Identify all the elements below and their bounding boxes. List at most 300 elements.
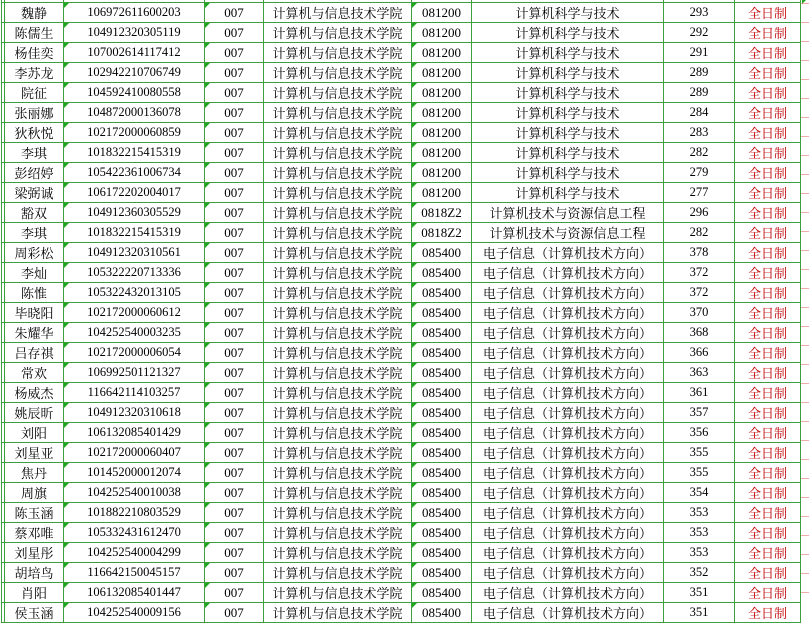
cell-college-name[interactable]: 计算机与信息技术学院 xyxy=(264,523,412,543)
cell-study-mode[interactable]: 全日制 xyxy=(735,523,801,543)
cell-college-name[interactable]: 计算机与信息技术学院 xyxy=(264,563,412,583)
cell-college-name[interactable]: 计算机与信息技术学院 xyxy=(264,363,412,383)
cell-department-code[interactable]: 007 xyxy=(205,603,264,623)
cell-major-code[interactable]: 081200 xyxy=(412,183,472,203)
cell-department-code[interactable]: 007 xyxy=(205,163,264,183)
cell-exam-number[interactable]: 116642150045157 xyxy=(64,563,205,583)
cell-study-mode[interactable]: 全日制 xyxy=(735,583,801,603)
cell-major-code[interactable]: 085400 xyxy=(412,503,472,523)
cell-study-mode[interactable]: 全日制 xyxy=(735,463,801,483)
cell-study-mode[interactable]: 全日制 xyxy=(735,63,801,83)
cell-major-code[interactable]: 085400 xyxy=(412,463,472,483)
cell-exam-number[interactable]: 104592410080558 xyxy=(64,83,205,103)
cell-study-mode[interactable]: 全日制 xyxy=(735,183,801,203)
cell-study-mode[interactable]: 全日制 xyxy=(735,343,801,363)
cell-major-code[interactable]: 085400 xyxy=(412,403,472,423)
cell-study-mode[interactable]: 全日制 xyxy=(735,483,801,503)
cell-candidate-name[interactable]: 杨佳奕 xyxy=(5,43,64,63)
cell-candidate-name[interactable]: 狄秋悦 xyxy=(5,123,64,143)
cell-college-name[interactable]: 计算机与信息技术学院 xyxy=(264,423,412,443)
cell-score[interactable]: 356 xyxy=(664,423,735,443)
cell-candidate-name[interactable]: 毕晓阳 xyxy=(5,303,64,323)
table-row xyxy=(2,583,801,603)
cell-score[interactable]: 291 xyxy=(664,43,735,63)
cell-college-name[interactable]: 计算机与信息技术学院 xyxy=(264,103,412,123)
table-row xyxy=(2,323,801,343)
cell-score[interactable]: 370 xyxy=(664,303,735,323)
cell-study-mode[interactable]: 全日制 xyxy=(735,263,801,283)
cell-candidate-name[interactable]: 梁弼诚 xyxy=(5,183,64,203)
cell-college-name[interactable]: 计算机与信息技术学院 xyxy=(264,203,412,223)
cell-candidate-name[interactable]: 陈惟 xyxy=(5,283,64,303)
cell-candidate-name[interactable]: 胡培鸟 xyxy=(5,563,64,583)
cell-college-name[interactable]: 计算机与信息技术学院 xyxy=(264,603,412,623)
cell-major-name[interactable]: 电子信息（计算机技术方向） xyxy=(472,243,664,263)
cell-score[interactable]: 292 xyxy=(664,23,735,43)
cell-exam-number[interactable]: 104912320305119 xyxy=(64,23,205,43)
number-stored-as-text-flag-icon xyxy=(412,563,417,568)
cell-college-name[interactable]: 计算机与信息技术学院 xyxy=(264,303,412,323)
cell-score[interactable]: 361 xyxy=(664,383,735,403)
cell-major-name[interactable]: 计算机科学与技术 xyxy=(472,63,664,83)
cell-department-code[interactable]: 007 xyxy=(205,103,264,123)
cell-major-code[interactable]: 085400 xyxy=(412,243,472,263)
number-stored-as-text-flag-icon xyxy=(412,63,417,68)
cell-study-mode[interactable]: 全日制 xyxy=(735,143,801,163)
number-stored-as-text-flag-icon xyxy=(205,123,210,128)
cell-candidate-name[interactable]: 肖阳 xyxy=(5,583,64,603)
cell-major-name[interactable]: 电子信息（计算机技术方向） xyxy=(472,343,664,363)
cell-exam-number[interactable]: 116642114103257 xyxy=(64,383,205,403)
cell-candidate-name[interactable]: 杨威杰 xyxy=(5,383,64,403)
cell-candidate-name[interactable]: 陈玉涵 xyxy=(5,503,64,523)
cell-college-name[interactable]: 计算机与信息技术学院 xyxy=(264,43,412,63)
cell-college-name[interactable]: 计算机与信息技术学院 xyxy=(264,143,412,163)
table-row xyxy=(2,263,801,283)
cell-study-mode[interactable]: 全日制 xyxy=(735,243,801,263)
cell-major-code[interactable]: 085400 xyxy=(412,483,472,503)
number-stored-as-text-flag-icon xyxy=(205,443,210,448)
cell-candidate-name[interactable]: 陈儒生 xyxy=(5,23,64,43)
table-row xyxy=(2,443,801,463)
cell-exam-number[interactable]: 102172000006054 xyxy=(64,343,205,363)
number-stored-as-text-flag-icon xyxy=(412,283,417,288)
cell-major-name[interactable]: 电子信息（计算机技术方向） xyxy=(472,483,664,503)
number-stored-as-text-flag-icon xyxy=(205,563,210,568)
cell-major-name[interactable]: 计算机科学与技术 xyxy=(472,103,664,123)
cell-exam-number[interactable]: 105322432013105 xyxy=(64,283,205,303)
cell-exam-number[interactable]: 104252540004299 xyxy=(64,543,205,563)
cell-department-code[interactable]: 007 xyxy=(205,303,264,323)
number-stored-as-text-flag-icon xyxy=(412,383,417,388)
cell-major-code[interactable]: 085400 xyxy=(412,303,472,323)
cell-exam-number[interactable]: 102172000060612 xyxy=(64,303,205,323)
cell-department-code[interactable]: 007 xyxy=(205,203,264,223)
cell-exam-number[interactable]: 101832215415319 xyxy=(64,223,205,243)
number-stored-as-text-flag-icon xyxy=(64,323,69,328)
cell-score[interactable]: 378 xyxy=(664,243,735,263)
cell-major-code[interactable]: 085400 xyxy=(412,443,472,463)
cell-major-code[interactable]: 081200 xyxy=(412,3,472,23)
cell-exam-number[interactable]: 106172202004017 xyxy=(64,183,205,203)
cell-department-code[interactable]: 007 xyxy=(205,243,264,263)
number-stored-as-text-flag-icon xyxy=(205,383,210,388)
cell-major-name[interactable]: 电子信息（计算机技术方向） xyxy=(472,363,664,383)
cell-exam-number[interactable]: 104912320310618 xyxy=(64,403,205,423)
cell-major-code[interactable]: 081200 xyxy=(412,63,472,83)
cell-score[interactable]: 283 xyxy=(664,123,735,143)
cell-department-code[interactable]: 007 xyxy=(205,363,264,383)
number-stored-as-text-flag-icon xyxy=(412,603,417,608)
cell-exam-number[interactable]: 106992501121327 xyxy=(64,363,205,383)
cell-major-code[interactable]: 085400 xyxy=(412,543,472,563)
cell-department-code[interactable]: 007 xyxy=(205,43,264,63)
admissions-table-body xyxy=(2,0,801,623)
table-row xyxy=(2,423,801,443)
number-stored-as-text-flag-icon xyxy=(205,223,210,228)
cell-major-name[interactable]: 计算机科学与技术 xyxy=(472,23,664,43)
table-row xyxy=(2,303,801,323)
cell-college-name[interactable]: 计算机与信息技术学院 xyxy=(264,263,412,283)
cell-exam-number[interactable]: 105322220713336 xyxy=(64,263,205,283)
number-stored-as-text-flag-icon xyxy=(205,203,210,208)
number-stored-as-text-flag-icon xyxy=(412,523,417,528)
cell-study-mode[interactable]: 全日制 xyxy=(735,103,801,123)
cell-study-mode[interactable]: 全日制 xyxy=(735,3,801,23)
cell-score[interactable]: 353 xyxy=(664,503,735,523)
cell-candidate-name[interactable]: 焦丹 xyxy=(5,463,64,483)
cell-college-name[interactable]: 计算机与信息技术学院 xyxy=(264,543,412,563)
cell-candidate-name[interactable]: 蔡邓唯 xyxy=(5,523,64,543)
cell-college-name[interactable]: 计算机与信息技术学院 xyxy=(264,283,412,303)
cell-exam-number[interactable]: 102172000060407 xyxy=(64,443,205,463)
cell-major-code[interactable]: 085400 xyxy=(412,583,472,603)
cell-candidate-name[interactable]: 张丽娜 xyxy=(5,103,64,123)
cell-department-code[interactable]: 007 xyxy=(205,323,264,343)
cell-major-code[interactable]: 0818Z2 xyxy=(412,223,472,243)
cell-department-code[interactable]: 007 xyxy=(205,283,264,303)
cell-department-code[interactable]: 007 xyxy=(205,3,264,23)
cell-score[interactable]: 355 xyxy=(664,463,735,483)
cell-major-name[interactable]: 电子信息（计算机技术方向） xyxy=(472,583,664,603)
cell-department-code[interactable]: 007 xyxy=(205,343,264,363)
cell-major-name[interactable]: 电子信息（计算机技术方向） xyxy=(472,423,664,443)
cell-score[interactable]: 357 xyxy=(664,403,735,423)
cell-candidate-name[interactable]: 侯玉涵 xyxy=(5,603,64,623)
cell-study-mode[interactable]: 全日制 xyxy=(735,543,801,563)
cell-department-code[interactable]: 007 xyxy=(205,23,264,43)
cell-study-mode[interactable]: 全日制 xyxy=(735,123,801,143)
cell-department-code[interactable]: 007 xyxy=(205,143,264,163)
cell-score[interactable]: 279 xyxy=(664,163,735,183)
number-stored-as-text-flag-icon xyxy=(64,463,69,468)
cell-score[interactable]: 289 xyxy=(664,83,735,103)
cell-major-name[interactable]: 电子信息（计算机技术方向） xyxy=(472,443,664,463)
cell-major-name[interactable]: 计算机科学与技术 xyxy=(472,163,664,183)
cell-department-code[interactable]: 007 xyxy=(205,83,264,103)
cell-study-mode[interactable]: 全日制 xyxy=(735,363,801,383)
cell-major-code[interactable]: 085400 xyxy=(412,263,472,283)
cell-major-name[interactable]: 电子信息（计算机技术方向） xyxy=(472,303,664,323)
cell-exam-number[interactable]: 102942210706749 xyxy=(64,63,205,83)
cell-college-name[interactable]: 计算机与信息技术学院 xyxy=(264,3,412,23)
cell-major-name[interactable]: 计算机科学与技术 xyxy=(472,43,664,63)
cell-candidate-name[interactable]: 彭绍婷 xyxy=(5,163,64,183)
number-stored-as-text-flag-icon xyxy=(412,363,417,368)
cell-college-name[interactable]: 计算机与信息技术学院 xyxy=(264,343,412,363)
cell-score[interactable]: 289 xyxy=(664,63,735,83)
cell-department-code[interactable]: 007 xyxy=(205,263,264,283)
cell-study-mode[interactable]: 全日制 xyxy=(735,23,801,43)
cell-major-code[interactable]: 085400 xyxy=(412,603,472,623)
cell-college-name[interactable]: 计算机与信息技术学院 xyxy=(264,383,412,403)
cell-department-code[interactable]: 007 xyxy=(205,123,264,143)
cell-study-mode[interactable]: 全日制 xyxy=(735,223,801,243)
cell-department-code[interactable]: 007 xyxy=(205,403,264,423)
cell-college-name[interactable]: 计算机与信息技术学院 xyxy=(264,163,412,183)
cell-college-name[interactable]: 计算机与信息技术学院 xyxy=(264,123,412,143)
cell-college-name[interactable]: 计算机与信息技术学院 xyxy=(264,183,412,203)
cell-candidate-name[interactable]: 朱耀华 xyxy=(5,323,64,343)
table-row xyxy=(2,483,801,503)
cell-major-name[interactable]: 计算机科学与技术 xyxy=(472,83,664,103)
number-stored-as-text-flag-icon xyxy=(64,63,69,68)
cell-exam-number[interactable]: 104912320310561 xyxy=(64,243,205,263)
cell-candidate-name[interactable]: 刘星彤 xyxy=(5,543,64,563)
cell-major-name[interactable]: 电子信息（计算机技术方向） xyxy=(472,543,664,563)
cell-score[interactable]: 372 xyxy=(664,283,735,303)
cell-major-name[interactable]: 电子信息（计算机技术方向） xyxy=(472,563,664,583)
cell-study-mode[interactable]: 全日制 xyxy=(735,203,801,223)
cell-exam-number[interactable]: 101832215415319 xyxy=(64,143,205,163)
cell-college-name[interactable]: 计算机与信息技术学院 xyxy=(264,63,412,83)
cell-department-code[interactable]: 007 xyxy=(205,63,264,83)
number-stored-as-text-flag-icon xyxy=(64,83,69,88)
cell-major-code[interactable]: 085400 xyxy=(412,563,472,583)
number-stored-as-text-flag-icon xyxy=(412,503,417,508)
cell-candidate-name[interactable]: 刘星亚 xyxy=(5,443,64,463)
cell-study-mode[interactable]: 全日制 xyxy=(735,503,801,523)
number-stored-as-text-flag-icon xyxy=(205,323,210,328)
cell-candidate-name[interactable]: 李琪 xyxy=(5,143,64,163)
cell-department-code[interactable]: 007 xyxy=(205,223,264,243)
cell-college-name[interactable]: 计算机与信息技术学院 xyxy=(264,503,412,523)
cell-major-name[interactable]: 电子信息（计算机技术方向） xyxy=(472,263,664,283)
cell-exam-number[interactable]: 101882210803529 xyxy=(64,503,205,523)
cell-study-mode[interactable]: 全日制 xyxy=(735,383,801,403)
cell-score[interactable]: 354 xyxy=(664,483,735,503)
cell-candidate-name[interactable]: 周旗 xyxy=(5,483,64,503)
cell-score[interactable]: 353 xyxy=(664,523,735,543)
number-stored-as-text-flag-icon xyxy=(64,3,69,8)
cell-score[interactable]: 368 xyxy=(664,323,735,343)
cell-college-name[interactable]: 计算机与信息技术学院 xyxy=(264,83,412,103)
cell-college-name[interactable]: 计算机与信息技术学院 xyxy=(264,463,412,483)
number-stored-as-text-flag-icon xyxy=(205,603,210,608)
cell-major-name[interactable]: 计算机科学与技术 xyxy=(472,3,664,23)
cell-major-name[interactable]: 电子信息（计算机技术方向） xyxy=(472,603,664,623)
cell-major-code[interactable]: 081200 xyxy=(412,43,472,63)
number-stored-as-text-flag-icon xyxy=(64,523,69,528)
cell-candidate-name[interactable]: 吕存祺 xyxy=(5,343,64,363)
cell-department-code[interactable]: 007 xyxy=(205,463,264,483)
cell-major-code[interactable]: 085400 xyxy=(412,383,472,403)
cell-candidate-name[interactable]: 院征 xyxy=(5,83,64,103)
cell-candidate-name[interactable]: 常欢 xyxy=(5,363,64,383)
cell-department-code[interactable]: 007 xyxy=(205,583,264,603)
cell-department-code[interactable]: 007 xyxy=(205,183,264,203)
cell-score[interactable]: 352 xyxy=(664,563,735,583)
cell-study-mode[interactable]: 全日制 xyxy=(735,603,801,623)
cell-major-name[interactable]: 计算机科学与技术 xyxy=(472,143,664,163)
cell-department-code[interactable]: 007 xyxy=(205,563,264,583)
cell-major-code[interactable]: 0818Z2 xyxy=(412,203,472,223)
number-stored-as-text-flag-icon xyxy=(64,223,69,228)
cell-major-name[interactable]: 电子信息（计算机技术方向） xyxy=(472,523,664,543)
cell-score[interactable]: 282 xyxy=(664,143,735,163)
cell-major-code[interactable]: 081200 xyxy=(412,143,472,163)
cell-candidate-name[interactable]: 李琪 xyxy=(5,223,64,243)
cell-major-code[interactable]: 085400 xyxy=(412,323,472,343)
cell-exam-number[interactable]: 104252540003235 xyxy=(64,323,205,343)
cell-study-mode[interactable]: 全日制 xyxy=(735,323,801,343)
cell-major-code[interactable]: 085400 xyxy=(412,283,472,303)
cell-major-code[interactable]: 085400 xyxy=(412,423,472,443)
cell-score[interactable]: 353 xyxy=(664,543,735,563)
clipped-right-gridline-stubs xyxy=(801,0,809,597)
cell-score[interactable]: 282 xyxy=(664,223,735,243)
number-stored-as-text-flag-icon xyxy=(205,283,210,288)
cell-major-code[interactable]: 081200 xyxy=(412,83,472,103)
number-stored-as-text-flag-icon xyxy=(205,303,210,308)
cell-study-mode[interactable]: 全日制 xyxy=(735,303,801,323)
cell-exam-number[interactable]: 104912360305529 xyxy=(64,203,205,223)
number-stored-as-text-flag-icon xyxy=(205,63,210,68)
cell-major-code[interactable]: 081200 xyxy=(412,163,472,183)
cell-college-name[interactable]: 计算机与信息技术学院 xyxy=(264,23,412,43)
cell-major-name[interactable]: 计算机科学与技术 xyxy=(472,123,664,143)
cell-study-mode[interactable]: 全日制 xyxy=(735,423,801,443)
cell-score[interactable]: 277 xyxy=(664,183,735,203)
cell-major-name[interactable]: 电子信息（计算机技术方向） xyxy=(472,403,664,423)
cell-score[interactable]: 372 xyxy=(664,263,735,283)
table-row xyxy=(2,243,801,263)
cell-score[interactable]: 296 xyxy=(664,203,735,223)
cell-score[interactable]: 355 xyxy=(664,443,735,463)
cell-major-code[interactable]: 081200 xyxy=(412,23,472,43)
number-stored-as-text-flag-icon xyxy=(64,543,69,548)
cell-exam-number[interactable]: 102172000060859 xyxy=(64,123,205,143)
cell-candidate-name[interactable]: 魏静 xyxy=(5,3,64,23)
cell-department-code[interactable]: 007 xyxy=(205,523,264,543)
table-row xyxy=(2,163,801,183)
cell-major-name[interactable]: 电子信息（计算机技术方向） xyxy=(472,323,664,343)
number-stored-as-text-flag-icon xyxy=(205,363,210,368)
cell-major-name[interactable]: 计算机技术与资源信息工程 xyxy=(472,203,664,223)
cell-exam-number[interactable]: 104872000136078 xyxy=(64,103,205,123)
cell-college-name[interactable]: 计算机与信息技术学院 xyxy=(264,443,412,463)
cell-exam-number[interactable]: 106972611600203 xyxy=(64,3,205,23)
cell-exam-number[interactable]: 105422361006734 xyxy=(64,163,205,183)
number-stored-as-text-flag-icon xyxy=(64,243,69,248)
cell-study-mode[interactable]: 全日制 xyxy=(735,443,801,463)
cell-major-name[interactable]: 电子信息（计算机技术方向） xyxy=(472,503,664,523)
cell-candidate-name[interactable]: 周彩松 xyxy=(5,243,64,263)
cell-exam-number[interactable]: 107002614117412 xyxy=(64,43,205,63)
cell-department-code[interactable]: 007 xyxy=(205,383,264,403)
cell-score[interactable]: 351 xyxy=(664,603,735,623)
cell-score[interactable]: 366 xyxy=(664,343,735,363)
cell-exam-number[interactable]: 105332431612470 xyxy=(64,523,205,543)
cell-major-code[interactable]: 085400 xyxy=(412,343,472,363)
cell-score[interactable]: 351 xyxy=(664,583,735,603)
number-stored-as-text-flag-icon xyxy=(205,503,210,508)
cell-college-name[interactable]: 计算机与信息技术学院 xyxy=(264,483,412,503)
cell-major-name[interactable]: 电子信息（计算机技术方向） xyxy=(472,463,664,483)
cell-study-mode[interactable]: 全日制 xyxy=(735,83,801,103)
cell-candidate-name[interactable]: 李苏龙 xyxy=(5,63,64,83)
cell-department-code[interactable]: 007 xyxy=(205,543,264,563)
cell-candidate-name[interactable]: 姚辰昕 xyxy=(5,403,64,423)
number-stored-as-text-flag-icon xyxy=(205,243,210,248)
cell-major-name[interactable]: 计算机科学与技术 xyxy=(472,183,664,203)
cell-study-mode[interactable]: 全日制 xyxy=(735,403,801,423)
cell-exam-number[interactable]: 106132085401447 xyxy=(64,583,205,603)
cell-study-mode[interactable]: 全日制 xyxy=(735,283,801,303)
cell-major-code[interactable]: 085400 xyxy=(412,363,472,383)
cell-college-name[interactable]: 计算机与信息技术学院 xyxy=(264,583,412,603)
cell-major-name[interactable]: 电子信息（计算机技术方向） xyxy=(472,383,664,403)
cell-department-code[interactable]: 007 xyxy=(205,503,264,523)
cell-department-code[interactable]: 007 xyxy=(205,443,264,463)
cell-major-code[interactable]: 081200 xyxy=(412,123,472,143)
cell-major-name[interactable]: 电子信息（计算机技术方向） xyxy=(472,283,664,303)
cell-study-mode[interactable]: 全日制 xyxy=(735,563,801,583)
cell-exam-number[interactable]: 101452000012074 xyxy=(64,463,205,483)
cell-major-code[interactable]: 081200 xyxy=(412,103,472,123)
cell-score[interactable]: 363 xyxy=(664,363,735,383)
cell-candidate-name[interactable]: 刘阳 xyxy=(5,423,64,443)
cell-exam-number[interactable]: 104252540009156 xyxy=(64,603,205,623)
cell-college-name[interactable]: 计算机与信息技术学院 xyxy=(264,223,412,243)
number-stored-as-text-flag-icon xyxy=(205,483,210,488)
cell-department-code[interactable]: 007 xyxy=(205,423,264,443)
cell-study-mode[interactable]: 全日制 xyxy=(735,43,801,63)
cell-candidate-name[interactable]: 李灿 xyxy=(5,263,64,283)
cell-score[interactable]: 293 xyxy=(664,3,735,23)
cell-college-name[interactable]: 计算机与信息技术学院 xyxy=(264,323,412,343)
number-stored-as-text-flag-icon xyxy=(64,583,69,588)
number-stored-as-text-flag-icon xyxy=(412,143,417,148)
cell-exam-number[interactable]: 104252540010038 xyxy=(64,483,205,503)
number-stored-as-text-flag-icon xyxy=(412,263,417,268)
number-stored-as-text-flag-icon xyxy=(412,463,417,468)
number-stored-as-text-flag-icon xyxy=(64,503,69,508)
cell-major-name[interactable]: 计算机技术与资源信息工程 xyxy=(472,223,664,243)
number-stored-as-text-flag-icon xyxy=(64,603,69,608)
cell-exam-number[interactable]: 106132085401429 xyxy=(64,423,205,443)
cell-department-code[interactable]: 007 xyxy=(205,483,264,503)
cell-college-name[interactable]: 计算机与信息技术学院 xyxy=(264,403,412,423)
cell-score[interactable]: 284 xyxy=(664,103,735,123)
number-stored-as-text-flag-icon xyxy=(412,323,417,328)
number-stored-as-text-flag-icon xyxy=(412,543,417,548)
cell-candidate-name[interactable]: 豁双 xyxy=(5,203,64,223)
cell-study-mode[interactable]: 全日制 xyxy=(735,163,801,183)
cell-college-name[interactable]: 计算机与信息技术学院 xyxy=(264,243,412,263)
number-stored-as-text-flag-icon xyxy=(64,423,69,428)
cell-major-code[interactable]: 085400 xyxy=(412,523,472,543)
